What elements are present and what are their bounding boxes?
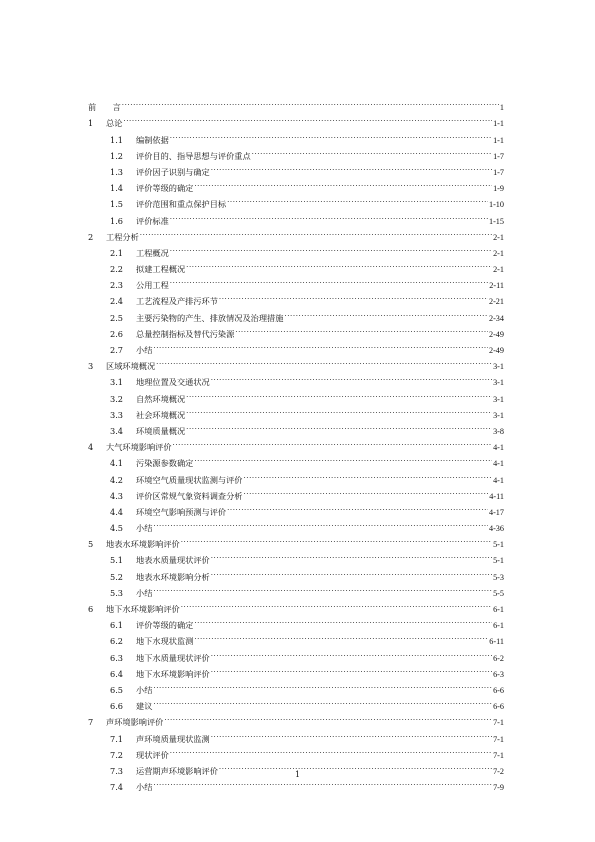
toc-entry-title: 声环境影响评价 — [106, 717, 164, 728]
toc-entry-page: 6-1 — [493, 621, 504, 631]
toc-entry-number: 3.3 — [110, 409, 124, 420]
toc-entry-page: 4-17 — [488, 507, 504, 517]
toc-entry-number: 1.2 — [110, 150, 124, 161]
toc-entry-number: 3.1 — [110, 377, 124, 388]
toc-entry-title: 评价因子识别与确定 — [136, 166, 210, 177]
toc-entry-title: 小结 — [136, 523, 153, 534]
toc-entry-page: 7-2 — [493, 766, 504, 776]
toc-entry-number: 1.1 — [110, 134, 124, 145]
toc-entry-page: 4-36 — [488, 524, 504, 534]
dot-leader — [194, 612, 492, 628]
toc-entry-title: 工程分析 — [106, 231, 139, 242]
toc-entry-title: 编制依据 — [136, 134, 169, 145]
toc-entry-number: 1.4 — [110, 183, 124, 194]
dot-leader — [243, 483, 488, 499]
dot-leader — [211, 369, 492, 385]
dot-leader — [153, 515, 488, 531]
toc-entry-page: 2-1 — [493, 248, 504, 258]
dot-leader — [284, 304, 488, 320]
dot-leader — [186, 402, 492, 418]
toc-entry-number: 5.3 — [110, 587, 124, 598]
dot-leader — [164, 709, 492, 725]
toc-entry-page: 2-34 — [488, 313, 504, 323]
toc-entry-title: 评价区常规气象资料调查分析 — [136, 490, 243, 501]
dot-leader — [186, 256, 492, 272]
dot-leader — [252, 143, 492, 159]
dot-leader — [153, 337, 488, 353]
toc-entry-number: 4 — [88, 442, 94, 453]
toc-entry-title: 总量控制指标及替代污染源 — [136, 328, 235, 339]
toc-entry-title: 地表水环境影响评价 — [106, 539, 180, 550]
toc-entry-page: 7-9 — [493, 783, 504, 793]
toc-entry-number: 2.6 — [110, 328, 124, 339]
dot-leader — [243, 466, 492, 482]
toc-entry-page: 2-1 — [493, 265, 504, 275]
toc-entry-page: 2-11 — [489, 281, 504, 291]
toc-entry-number: 6.5 — [110, 684, 124, 695]
toc-entry-title: 现状评价 — [136, 749, 169, 760]
toc-entry-page: 3-1 — [493, 394, 504, 404]
dot-leader — [194, 450, 492, 466]
toc-entry-number: 4.3 — [110, 490, 124, 501]
dot-leader — [194, 175, 492, 191]
toc-entry-page: 4-1 — [493, 475, 504, 485]
dot-leader — [219, 288, 488, 304]
dot-leader — [211, 661, 492, 677]
toc-entry-page: 1-15 — [488, 216, 504, 226]
toc-entry-number: 7.4 — [110, 782, 124, 793]
toc-entry-title: 小结 — [136, 345, 153, 355]
table-of-contents — [88, 94, 504, 793]
toc-entry-page: 5-1 — [493, 540, 504, 550]
toc-entry-number: 2.5 — [110, 312, 124, 323]
toc-entry-number: 6.2 — [110, 636, 124, 647]
toc-entry-number: 2.4 — [110, 296, 124, 307]
dot-leader — [170, 207, 488, 223]
toc-entry-title: 环境空气质量现状监测与评价 — [136, 474, 243, 485]
toc-entry-title: 声环境质量现状监测 — [136, 733, 210, 744]
toc-entry-title: 评价等级的确定 — [136, 620, 194, 631]
toc-entry-page: 1-9 — [493, 184, 504, 194]
toc-chapter-row[interactable] — [88, 110, 504, 129]
toc-entry-title: 小结 — [136, 782, 153, 793]
toc-entry-title: 评价标准 — [136, 215, 169, 226]
toc-entry-title: 地下水环境影响评价 — [106, 604, 180, 614]
toc-entry-page: 5-5 — [493, 588, 504, 598]
toc-entry-number: 2.1 — [110, 247, 124, 258]
toc-entry-page: 6-6 — [493, 702, 504, 712]
toc-entry-title: 工艺流程及产排污环节 — [136, 296, 218, 307]
toc-entry-title: 建议 — [136, 701, 153, 712]
toc-entry-title: 社会环境概况 — [136, 409, 186, 420]
toc-entry-number: 5.1 — [110, 555, 124, 566]
toc-entry-title: 评价等级的确定 — [136, 183, 194, 194]
toc-entry-page: 5-1 — [493, 556, 504, 566]
toc-entry-page: 7-1 — [493, 718, 504, 728]
dot-leader — [211, 644, 492, 660]
toc-entry-title: 地理位置及交通状况 — [136, 377, 210, 388]
toc-entry-title: 地下水环境影响评价 — [136, 668, 210, 679]
toc-entry-title: 地下水质量现状评价 — [136, 652, 210, 663]
toc-entry-page: 3-8 — [493, 426, 504, 436]
toc-entry-page: 2-49 — [488, 346, 504, 355]
dot-leader — [186, 385, 492, 401]
dot-leader — [227, 191, 488, 207]
toc-entry-number: 6.6 — [110, 701, 124, 712]
toc-entry-page: 1-7 — [493, 151, 504, 161]
dot-leader — [140, 224, 492, 240]
dot-leader — [186, 418, 492, 434]
toc-entry-title: 主要污染物的产生、排放情况及治理措施 — [136, 312, 284, 323]
toc-entry-page: 3-1 — [493, 410, 504, 420]
toc-entry-number: 2.7 — [110, 345, 124, 355]
toc-entry-page: 6-3 — [493, 669, 504, 679]
toc-entry-number: 6.3 — [110, 652, 124, 663]
toc-entry-title: 自然环境概况 — [136, 393, 186, 404]
toc-entry-number: 6 — [88, 604, 94, 614]
toc-entry-page: 4-11 — [489, 491, 504, 501]
toc-entry-page: 6-1 — [493, 605, 504, 614]
toc-entry-title: 区域环境概况 — [106, 361, 156, 372]
toc-entry-title: 环境空气影响预测与评价 — [136, 506, 227, 517]
toc-entry-number: 4.4 — [110, 506, 124, 517]
dot-leader — [194, 628, 488, 644]
toc-entry-number: 4.5 — [110, 523, 124, 534]
toc-entry-number: 7.1 — [110, 733, 124, 744]
toc-entry-number: 5.2 — [110, 571, 124, 582]
toc-entry-page: 7-1 — [493, 734, 504, 744]
toc-entry-page: 3-1 — [493, 378, 504, 388]
toc-entry-page: 4-1 — [493, 459, 504, 469]
toc-section-row[interactable] — [88, 126, 504, 145]
dot-leader — [170, 272, 489, 288]
toc-entry-number: 3 — [88, 361, 94, 372]
toc-entry-number: 4.2 — [110, 474, 124, 485]
toc-chapter-row[interactable] — [88, 94, 504, 113]
dot-leader — [156, 353, 492, 369]
toc-entry-number: 1 — [88, 118, 94, 129]
toc-entry-page: 5-3 — [493, 572, 504, 582]
toc-entry-number: 2.3 — [110, 280, 124, 291]
toc-entry-number: 5 — [88, 539, 94, 550]
toc-entry-number: 2.2 — [110, 264, 124, 275]
toc-section-row[interactable] — [88, 240, 504, 256]
toc-entry-page: 1-1 — [493, 119, 504, 129]
toc-entry-page: 7-1 — [493, 750, 504, 760]
dot-leader — [181, 531, 492, 547]
toc-entry-title: 环境质量概况 — [136, 425, 186, 436]
toc-entry-number: 1.5 — [110, 199, 124, 210]
toc-entry-title: 公用工程 — [136, 280, 169, 291]
dot-leader — [211, 725, 492, 741]
toc-entry-title: 地表水质量现状评价 — [136, 555, 210, 566]
toc-entry-number: 2 — [88, 231, 94, 242]
dot-leader — [122, 94, 499, 110]
toc-entry-title: 总论 — [106, 118, 123, 129]
toc-entry-number: 1.3 — [110, 166, 124, 177]
toc-entry-number: 3.2 — [110, 393, 124, 404]
toc-entry-title: 大气环境影响评价 — [106, 442, 172, 453]
dot-leader — [227, 499, 488, 515]
toc-entry-title: 拟建工程概况 — [136, 264, 186, 275]
toc-entry-title: 污染源参数确定 — [136, 458, 194, 469]
dot-leader — [211, 159, 492, 175]
toc-entry-page: 3-1 — [493, 362, 504, 372]
dot-leader — [123, 110, 492, 126]
dot-leader — [211, 547, 492, 563]
dot-leader — [170, 742, 492, 758]
toc-entry-title: 小结 — [136, 684, 153, 695]
toc-entry-number: 前 言 — [88, 102, 121, 113]
toc-entry-number: 7.2 — [110, 749, 124, 760]
toc-entry-title: 运营期声环境影响评价 — [136, 765, 218, 776]
toc-entry-number: 6.1 — [110, 620, 124, 631]
toc-entry-number: 6.4 — [110, 668, 124, 679]
dot-leader — [211, 563, 492, 579]
dot-leader — [170, 240, 492, 256]
dot-leader — [153, 677, 492, 693]
toc-entry-page: 4-1 — [493, 443, 504, 453]
dot-leader — [235, 321, 488, 337]
toc-chapter-row[interactable] — [88, 224, 504, 240]
toc-entry-title: 地表水环境影响分析 — [136, 571, 210, 582]
toc-entry-page: 1-1 — [493, 135, 504, 145]
toc-entry-page: 1 — [499, 103, 504, 113]
dot-leader — [170, 126, 492, 142]
toc-entry-title: 评价目的、指导思想与评价重点 — [136, 150, 251, 161]
toc-entry-number: 3.4 — [110, 425, 124, 436]
dot-leader — [153, 580, 492, 596]
toc-entry-page: 6-11 — [489, 637, 504, 647]
toc-entry-title: 工程概况 — [136, 247, 169, 258]
toc-entry-title: 小结 — [136, 587, 153, 598]
toc-entry-number: 1.6 — [110, 215, 124, 226]
dot-leader — [153, 693, 492, 709]
toc-entry-page: 6-6 — [493, 685, 504, 695]
toc-entry-page: 1-10 — [488, 200, 504, 210]
toc-entry-page: 2-49 — [488, 329, 504, 339]
toc-entry-page: 2-1 — [493, 232, 504, 242]
dot-leader — [173, 434, 493, 450]
toc-entry-page: 2-21 — [488, 297, 504, 307]
toc-entry-title: 地下水现状监测 — [136, 636, 194, 647]
toc-entry-title: 评价范围和重点保护目标 — [136, 199, 227, 210]
page-number: 1 — [294, 770, 301, 779]
toc-entry-page: 6-2 — [493, 653, 504, 663]
toc-entry-page: 1-7 — [493, 167, 504, 177]
dot-leader — [181, 596, 492, 612]
toc-entry-number: 4.1 — [110, 458, 124, 469]
toc-entry-number: 7.3 — [110, 765, 124, 776]
toc-entry-number: 7 — [88, 717, 94, 728]
